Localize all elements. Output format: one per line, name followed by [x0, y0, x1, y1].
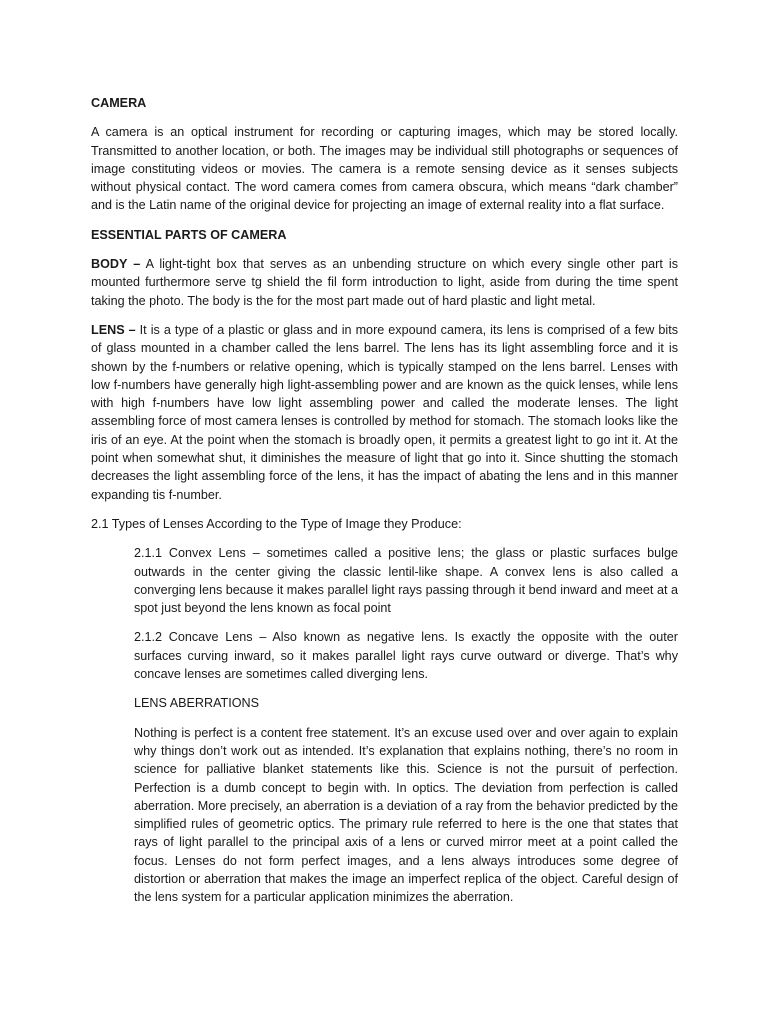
doc-title: CAMERA	[91, 96, 147, 110]
body-label: BODY –	[91, 257, 141, 272]
aberrations-heading: LENS ABERRATIONS	[134, 696, 260, 711]
lens-paragraph	[91, 321, 678, 504]
body-paragraph	[91, 255, 678, 310]
intro-paragraph: A camera is an optical instrument for recording or capturing images, which may be stored locally. Transmitted to another location, or both. The images may be individual still photographs or sequences of image constituting videos or movies. The camera is a remote sensing device as it senses subjects without physical contact. The word camera comes from camera obscura, which means “dark chamber” and is the Latin name of the original device for projecting an image of external reality into a flat surface.	[91, 125, 678, 213]
essential-parts-heading: ESSENTIAL PARTS OF CAMERA	[91, 227, 287, 242]
lens-text: It is a type of a plastic or glass and in more expound camera, its lens is comprised of a few bits of glass mounted in a chamber called the lens barrel. The lens has its light assembling force and it is shown by the f-numbers or relative opening, which is typically stamped on the lens barrel. Lenses with low f-numbers have generally high light-assembling power and are known as the quick lenses, while lens with high f-numbers have low light assembling power and called the moderate lenses. The light assembling force of most camera lenses is controlled by method for stomach. The stomach looks like the iris of an eye. At the point when the stomach is broadly open, it permits a greatest light to go int it. At the point when somewhat shut, it diminishes the measure of light that go into it. Since shutting the stomach decreases the light assembling force of the lens, it has the impact of abating the lens and in this manner expanding tis f-number.	[91, 322, 679, 502]
document-content	[91, 94, 678, 907]
aberrations-paragraph: Nothing is perfect is a content free statement. It’s an excuse used over and over again to explain why things don’t work out as intended. It’s explanation that explains nothing, there’s no room in science for palliative blanket statements like this. Science is not the pursuit of perfection. Perfection is a dumb concept to begin with. In optics. The deviation from perfection is called aberration. More precisely, an aberration is a deviation of a ray from the behavior predicted by the simplified rules of geometric optics. The primary rule referred to here is the one that states that rays of light parallel to the principal axis of a lens or curved mirror meet at a point called the focus. Lenses do not form perfect images, and a lens always introduces some degree of distortion or aberration that makes the image an imperfect replica of the object. Careful design of the lens system for a particular application minimizes the aberration.	[134, 725, 678, 905]
body-text: A light-tight box that serves as an unbending structure on which every single other part is mounted furthermore serve tg shield the fil form introduction to light, aside from during the time spent taking the photo. The body is the for the most part made out of hard plastic and light metal.	[91, 257, 678, 308]
lens-label: LENS –	[91, 322, 136, 337]
convex-lens-paragraph: 2.1.1 Convex Lens – sometimes called a positive lens; the glass or plastic surfaces bulge outwards in the center giving the classic lentil-like shape. A convex lens is also called a converging lens because it makes parallel light rays passing through it bend inward and meet at a spot just beyond the lens known as focal point	[134, 546, 678, 616]
types-heading: 2.1 Types of Lenses According to the Type of Image they Produce:	[91, 516, 462, 531]
concave-lens-paragraph: 2.1.2 Concave Lens – Also known as negative lens. Is exactly the opposite with the outer surfaces curving inward, so it makes parallel light rays curve outward or diverge. That’s why concave lenses are sometimes called diverging lens.	[134, 630, 678, 682]
